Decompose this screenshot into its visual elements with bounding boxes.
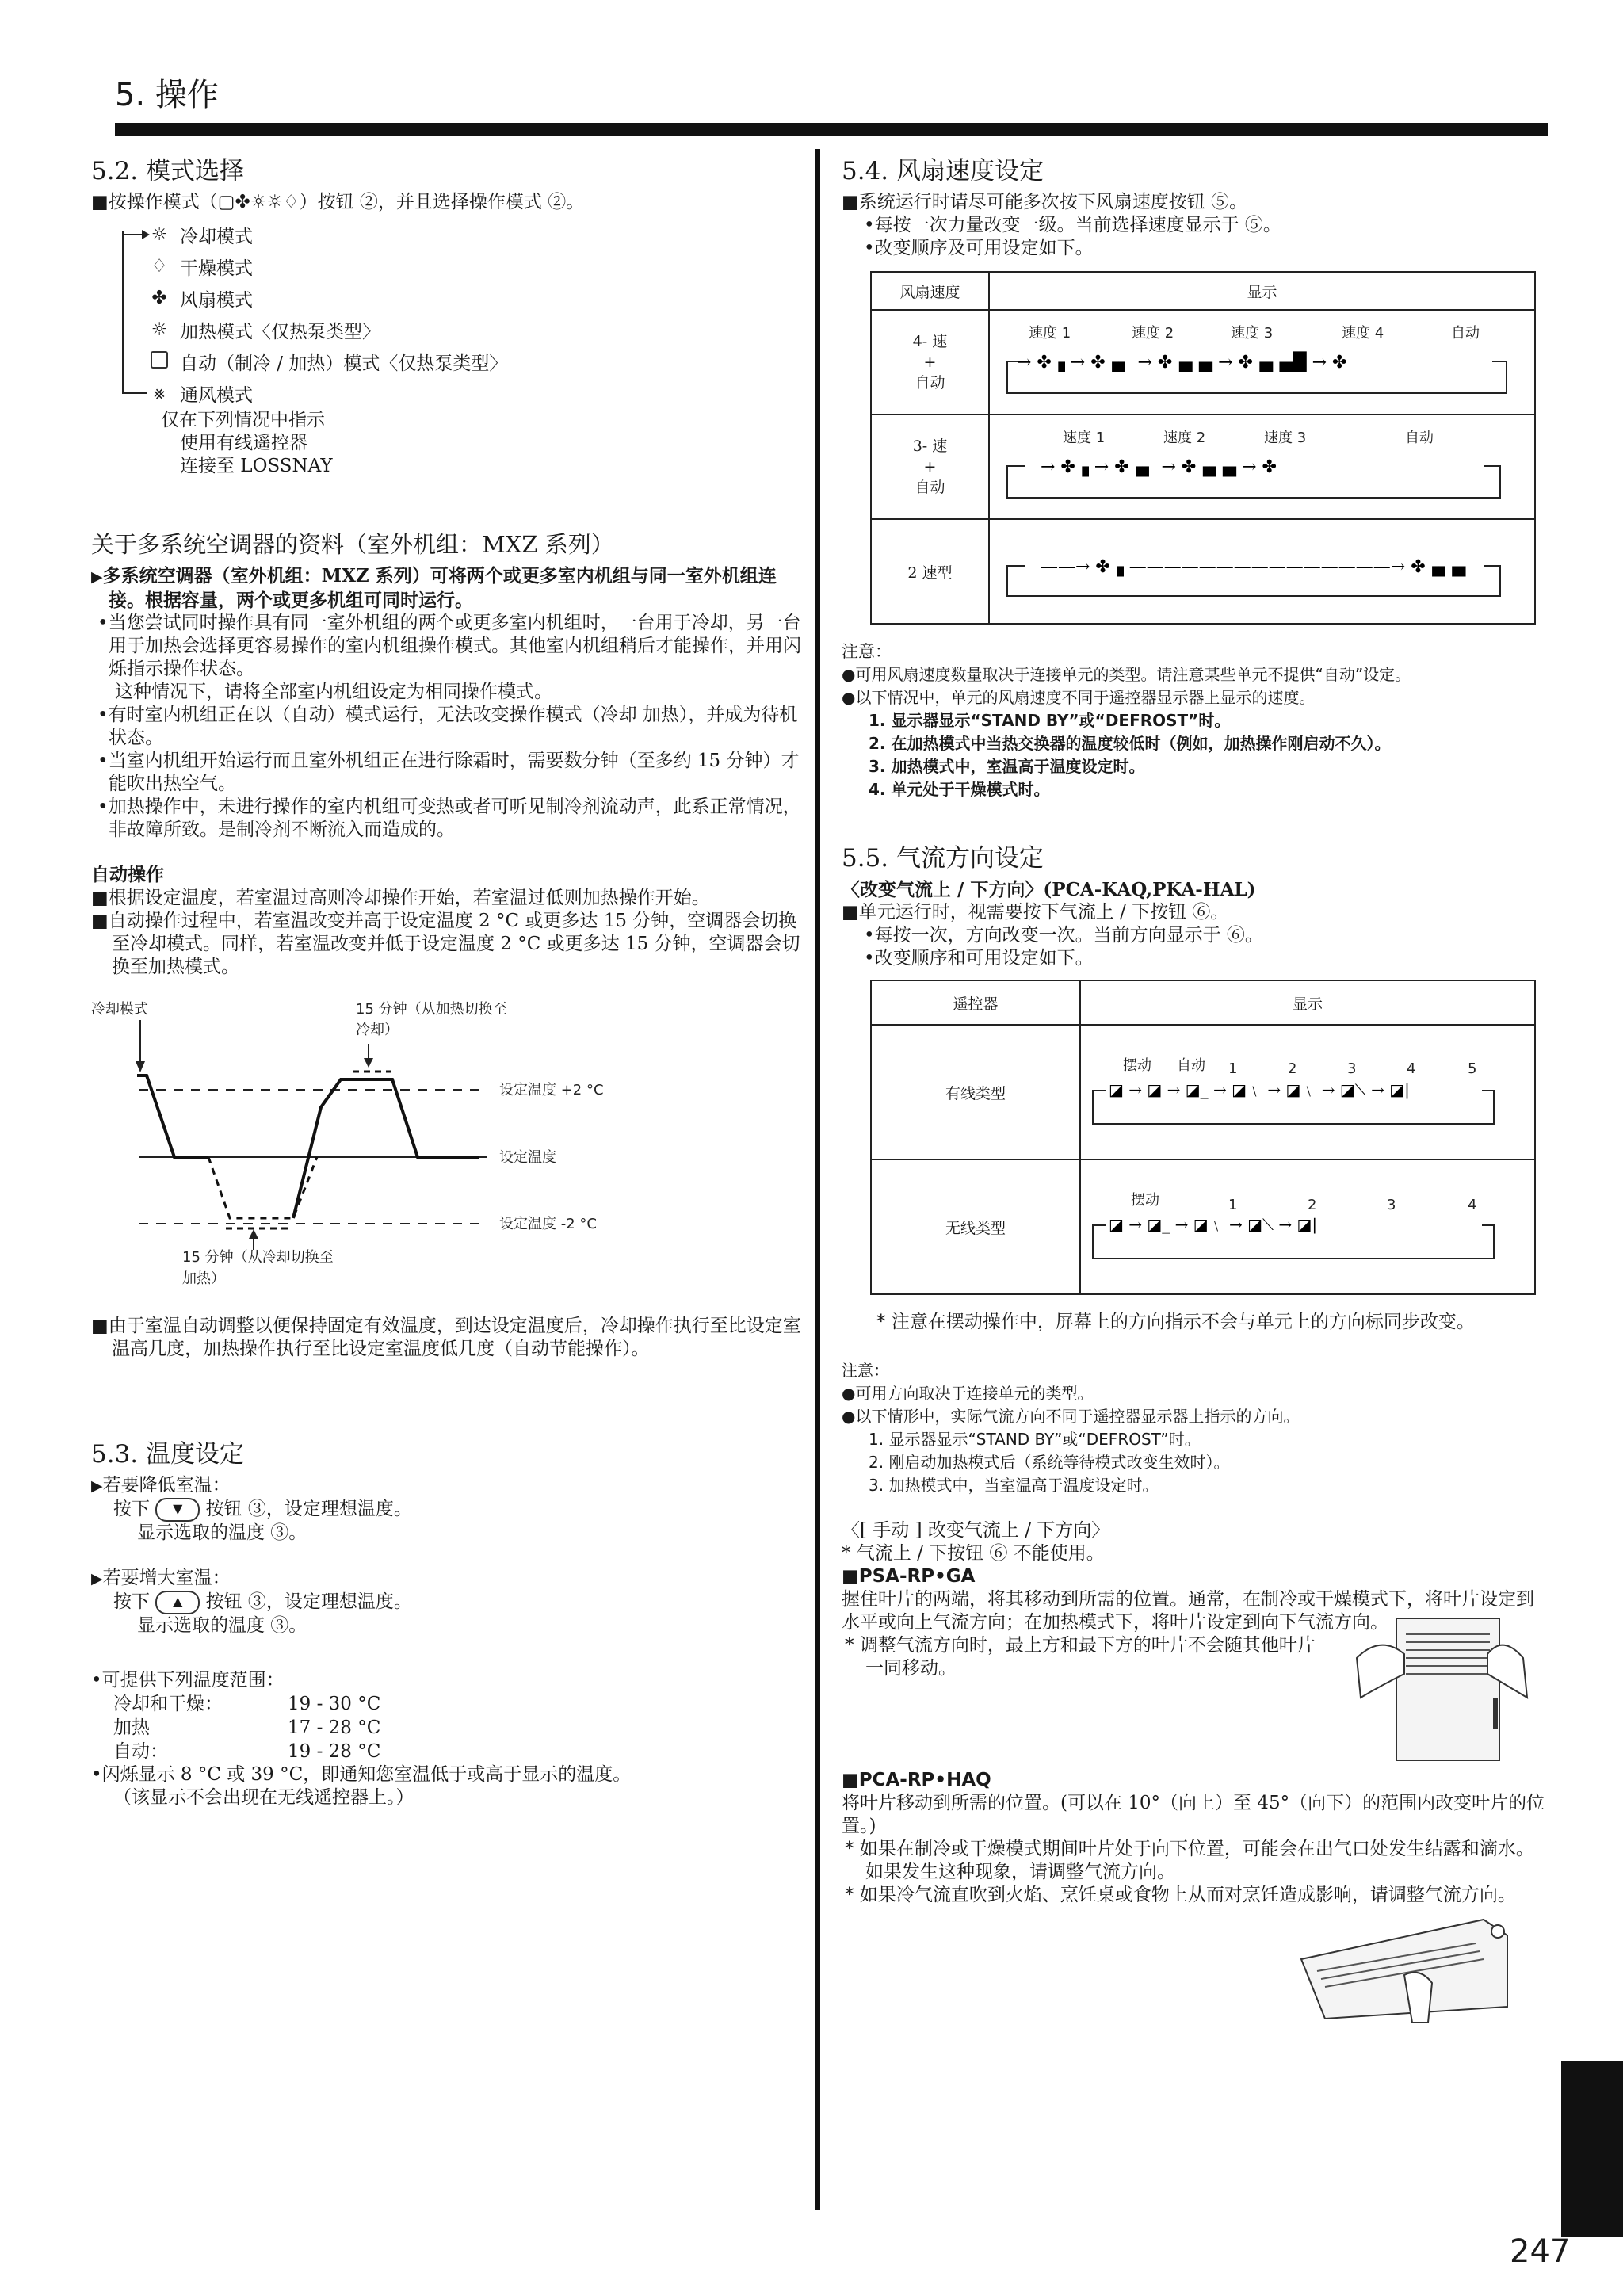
airflow-row-wireless: 无线类型 <box>871 1159 1080 1294</box>
mode-fan: ✤ 风扇模式 <box>139 282 804 314</box>
speed-label: 自动 <box>1450 324 1480 342</box>
mode-vent: ⨳ 通风模式 <box>139 377 804 409</box>
graph-lower-label: 设定温度 -2 °C <box>499 1216 597 1232</box>
airflow-note: ● 以下情形中，实际气流方向不同于遥控器显示器上指示的方向。 <box>842 1405 1547 1428</box>
header-rule <box>115 123 1548 136</box>
vane-step: 1 <box>1228 1060 1238 1077</box>
vane-step: 摆动 <box>1123 1056 1151 1074</box>
speed-label: 速度 3 <box>1230 324 1273 342</box>
mxz-bullet: • 有时室内机组正在以（自动）模式运行，无法改变操作模式（冷却 加热），并成为待机状态。 <box>91 704 804 750</box>
left-column <box>91 151 804 1809</box>
temp-flash-note-2: （该显示不会出现在无线遥控器上。） <box>113 1787 414 1808</box>
psa-unit-illustration <box>1349 1610 1531 1761</box>
svg-text:——→ ✤▗ ———————————————→ ✤▗▖▄: ——→ ✤▗ ———————————————→ ✤▗▖▄ <box>1040 556 1465 577</box>
mode-button-icons: ▢✤☼☼♢ <box>217 192 300 212</box>
airflow-col-remote: 遥控器 <box>871 980 1080 1025</box>
pca-unit-illustration <box>1293 1912 1531 2023</box>
mxz-lead: ▶ 多系统空调器（室外机组：MXZ 系列）可将两个或更多室内机组与同一室外机组连接。根据容量，两个或更多机组可同时运行。 <box>91 564 804 612</box>
fan-row-3speed: 3- 速 + 自动 <box>871 415 989 519</box>
graph-top-note: 15 分钟（从加热切换至 <box>356 1001 507 1018</box>
psa-title: ■ PSA-RP•GA <box>842 1565 1547 1588</box>
fan-case: 1. 显示器显示“STAND BY”或“DEFROST”时。 <box>869 711 1231 730</box>
mxz-bullet: • 加热操作中，未进行操作的室内机组可变热或者可听见制冷剂流动声，此系正常情况，非故障所致。是制冷剂不断流入而造成的。 <box>91 796 804 842</box>
graph-bottom-note-2: 加热） <box>182 1270 225 1287</box>
auto-item: ■ 自动操作过程中，若室温改变并高于设定温度 2 °C 或更多达 15 分钟，空调器会切换至冷却模式。同样，若室温改变并低于设定温度 2 °C 或更多达 15 分钟，空调器会切换至加热模式。 <box>91 910 804 979</box>
airflow-note-title: 注意： <box>842 1361 889 1380</box>
temp-up-head: ▶ 若要增大室温： <box>91 1567 804 1591</box>
temp-up-instruction: 按下 ▲ 按钮 ③，设定理想温度。 <box>91 1591 804 1614</box>
right-column <box>842 151 1547 2026</box>
graph-mid-label: 设定温度 <box>499 1149 556 1166</box>
temp-up-button-icon: ▲ <box>155 1591 200 1614</box>
auto-title: 自动操作 <box>91 865 164 885</box>
temp-flash-note: • 闪烁显示 8 °C 或 39 °C，即通知您室温低于或高于显示的温度。 <box>91 1763 804 1786</box>
svg-text:◪ → ◪_ → ◪﹨ → ◪⟍ → ◪|: ◪ → ◪_ → ◪﹨ → ◪⟍ → ◪| <box>1109 1214 1318 1234</box>
vane-step: 3 <box>1347 1060 1357 1077</box>
airflow-case: 3. 加热模式中，当室温高于温度设定时。 <box>869 1476 1159 1495</box>
fan-lead: ■ 系统运行时请尽可能多次按下风扇速度按钮 ⑤。 <box>842 191 1547 214</box>
temp-range-row: 自动： 19 - 28 °C <box>113 1741 381 1762</box>
airflow-col-display: 显示 <box>1080 980 1535 1025</box>
temp-down-display: 显示选取的温度 ③。 <box>137 1522 307 1543</box>
mode-cycle-arrow <box>118 230 150 398</box>
airflow-bullet: • 每按一次，方向改变一次。当前方向显示于 ⑥。 <box>842 924 1547 947</box>
section-5-3-title: 5.3. 温度设定 <box>91 1440 245 1469</box>
airflow-note: ● 可用方向取决于连接单元的类型。 <box>842 1382 1547 1405</box>
fan-case: 2. 在加热模式中当热交换器的温度较低时（例如，加热操作刚启动不久）。 <box>869 734 1391 753</box>
svg-text:→ ✤▗ → ✤▗▖ → ✤▗▖▄ → ✤▗▖▄: → ✤▗ → ✤▗▖ → ✤▗▖▄ → ✤▗▖▄█ → ✤ <box>1016 352 1346 372</box>
vane-step: 自动 <box>1177 1056 1205 1074</box>
auto-switch-graph <box>91 996 693 1289</box>
vent-note-wired: 使用有线遥控器 <box>180 433 307 453</box>
vane-step: 2 <box>1288 1060 1297 1077</box>
graph-upper-label: 设定温度 +2 °C <box>499 1082 604 1098</box>
page-title: 5. 操作 <box>115 77 219 113</box>
airflow-table <box>870 980 1536 1295</box>
fan-bullet: • 改变顺序及可用设定如下。 <box>842 237 1547 260</box>
section-5-4-title: 5.4. 风扇速度设定 <box>842 157 1044 185</box>
temp-down-button-icon: ▼ <box>155 1498 200 1522</box>
manual-note: * 气流上 / 下按钮 ⑥ 不能使用。 <box>842 1543 1105 1564</box>
temp-range-head: • 可提供下列温度范围： <box>91 1669 804 1692</box>
mxz-bullet: • 当室内机组开始运行而且室外机组正在进行除霜时，需要数分钟（至多约 15 分钟）才能吹出热空气。 <box>91 750 804 796</box>
fan-row-4speed: 4- 速 + 自动 <box>871 310 989 415</box>
vane-step: 2 <box>1308 1196 1317 1213</box>
airflow-bullet: • 改变顺序和可用设定如下。 <box>842 947 1547 970</box>
psa-note: * 调整气流方向时，最上方和最下方的叶片不会随其他叶片一同移动。 <box>845 1635 1316 1679</box>
pca-text: 将叶片移动到所需的位置。(可以在 10°（向上）至 45°（向下）的范围内改变叶片的位置。) <box>842 1793 1545 1836</box>
airflow-case: 1. 显示器显示“STAND BY”或“DEFROST”时。 <box>869 1430 1201 1449</box>
fan-note-title: 注意： <box>842 642 892 661</box>
airflow-sub: 〈改变气流上 / 下方向〉(PCA-KAQ,PKA-HAL) <box>842 879 1256 900</box>
temp-range-row: 加热 17 - 28 °C <box>113 1717 381 1738</box>
thumb-tab <box>1561 2061 1623 2237</box>
mode-cool: ☼ 冷却模式 <box>139 219 804 250</box>
mode-heat: ☼ 加热模式〈仅热泵类型〉 <box>139 314 804 346</box>
section-5-2-title: 5.2. 模式选择 <box>91 157 245 185</box>
svg-text:◪ → ◪ → ◪_ → ◪﹨ → ◪﹨ → ◪⟍ → ◪|: ◪ → ◪ → ◪_ → ◪﹨ → ◪﹨ → ◪⟍ → ◪| <box>1109 1079 1410 1099</box>
speed-label: 速度 2 <box>1131 324 1174 342</box>
pca-note: * 如果在制冷或干燥模式期间叶片处于向下位置，可能会在出气口处发生结露和滴水。如果发生这种现象，请调整气流方向。 <box>845 1839 1534 1882</box>
temp-range-row: 冷却和干燥： 19 - 30 °C <box>113 1694 381 1714</box>
vane-step: 摆动 <box>1131 1191 1159 1209</box>
mode-list <box>91 219 804 409</box>
speed-label: 自动 <box>1404 429 1434 446</box>
fan-3speed-cycle <box>993 422 1532 509</box>
fan-note: ● 可用风扇速度数量取决于连接单元的类型。请注意某些单元不提供“自动”设定。 <box>842 663 1547 686</box>
column-divider <box>815 149 820 2210</box>
graph-top-note-2: 冷却） <box>356 1022 399 1038</box>
fan-case: 4. 单元处于干燥模式时。 <box>869 780 1050 799</box>
temp-up-display: 显示选取的温度 ③。 <box>137 1615 307 1636</box>
dry-icon: ♢ <box>151 256 168 277</box>
graph-cool-label: 冷却模式 <box>91 1001 148 1018</box>
fan-bullet: • 每按一次力量改变一级。当前选择速度显示于 ⑤。 <box>842 214 1547 237</box>
vane-step: 4 <box>1407 1060 1416 1077</box>
fan-row-2speed: 2 速型 <box>871 519 989 624</box>
auto-icon <box>151 351 168 369</box>
fan-col-speed: 风扇速度 <box>871 272 989 310</box>
fan-col-display: 显示 <box>989 272 1535 310</box>
fan-speed-table <box>870 271 1536 625</box>
vent-note: 仅在下列情况中指示 <box>161 410 325 430</box>
airflow-swing-note: * 注意在摆动操作中，屏幕上的方向指示不会与单元上的方向标同步改变。 <box>876 1312 1475 1332</box>
auto-item: ■ 根据设定温度，若室温过高则冷却操作开始，若室温过低则加热操作开始。 <box>91 887 804 910</box>
auto-footer: ■ 由于室温自动调整以便保持固定有效温度，到达设定温度后，冷却操作执行至比设定室温高几度，加热操作执行至比设定室温度低几度（自动节能操作）。 <box>91 1315 804 1361</box>
speed-label: 速度 4 <box>1341 324 1384 342</box>
fan-2speed-cycle <box>993 526 1532 613</box>
section-5-5-title: 5.5. 气流方向设定 <box>842 844 1044 873</box>
vane-step: 5 <box>1468 1060 1477 1077</box>
speed-label: 速度 1 <box>1062 429 1105 446</box>
speed-label: 速度 1 <box>1028 324 1071 342</box>
wired-vane-cycle <box>1082 1043 1533 1138</box>
manual-head: 〈[ 手动 ] 改变气流上 / 下方向〉 <box>842 1520 1110 1541</box>
temp-down-head: ▶ 若要降低室温： <box>91 1474 804 1498</box>
vent-note-lossnay: 连接至 LOSSNAY <box>180 456 333 476</box>
mode-intro: ■ 按操作模式（▢✤☼☼♢）按钮 ②，并且选择操作模式 ②。 <box>91 191 804 214</box>
wireless-vane-cycle <box>1082 1178 1533 1273</box>
mode-dry: ♢ 干燥模式 <box>139 250 804 282</box>
vane-step: 4 <box>1468 1196 1477 1213</box>
fan-case: 3. 加热模式中，室温高于温度设定时。 <box>869 757 1145 776</box>
speed-label: 速度 3 <box>1263 429 1306 446</box>
fan-note: ● 以下情况中，单元的风扇速度不同于遥控器显示器上显示的速度。 <box>842 686 1547 709</box>
temp-down-instruction: 按下 ▼ 按钮 ③，设定理想温度。 <box>91 1498 804 1522</box>
speed-label: 速度 2 <box>1163 429 1205 446</box>
vane-step: 1 <box>1228 1196 1238 1213</box>
mxz-bullet-extra: 这种情况下，请将全部室内机组设定为相同操作模式。 <box>115 682 552 702</box>
pca-title: ■ PCA-RP•HAQ <box>842 1769 1547 1792</box>
vane-step: 3 <box>1387 1196 1396 1213</box>
svg-text:→ ✤▗ → ✤▗▖ → ✤▗▖▄ → ✤: → ✤▗ → ✤▗▖ → ✤▗▖▄ → ✤ <box>1040 457 1277 477</box>
airflow-case: 2. 刚启动加热模式后（系统等待模式改变生效时）。 <box>869 1453 1230 1472</box>
cool-icon: ☼ <box>151 224 168 245</box>
mxz-title: 关于多系统空调器的资料（室外机组：MXZ 系列） <box>91 531 614 558</box>
graph-bottom-note: 15 分钟（从冷却切换至 <box>182 1249 334 1266</box>
page-number: 247 <box>1510 2233 1571 2270</box>
airflow-lead: ■ 单元运行时，视需要按下气流上 / 下按钮 ⑥。 <box>842 901 1547 924</box>
fan-icon: ✤ <box>151 288 167 308</box>
psa-text: 握住叶片的两端，将其移动到所需的位置。通常，在制冷或干燥模式下，将叶片设定到水平或向上气流方向；在加热模式下，将叶片设定到向下气流方向。 <box>842 1589 1534 1633</box>
ventilation-icon: ⨳ <box>153 383 166 403</box>
airflow-row-wired: 有线类型 <box>871 1025 1080 1159</box>
heat-icon: ☼ <box>151 319 168 340</box>
mxz-bullet: • 当您尝试同时操作具有同一室外机组的两个或更多室内机组时，一台用于冷却，另一台用于加热会选择更容易操作的室内机组操作模式。其他室内机组稍后才能操作，并用闪烁指示操作状态。 <box>91 612 804 681</box>
mode-auto: 自动（制冷 / 加热）模式〈仅热泵类型〉 <box>139 346 804 377</box>
fan-4speed-cycle <box>993 317 1532 404</box>
pca-note: * 如果冷气流直吹到火焰、烹饪桌或食物上从而对烹饪造成影响，请调整气流方向。 <box>845 1885 1516 1905</box>
